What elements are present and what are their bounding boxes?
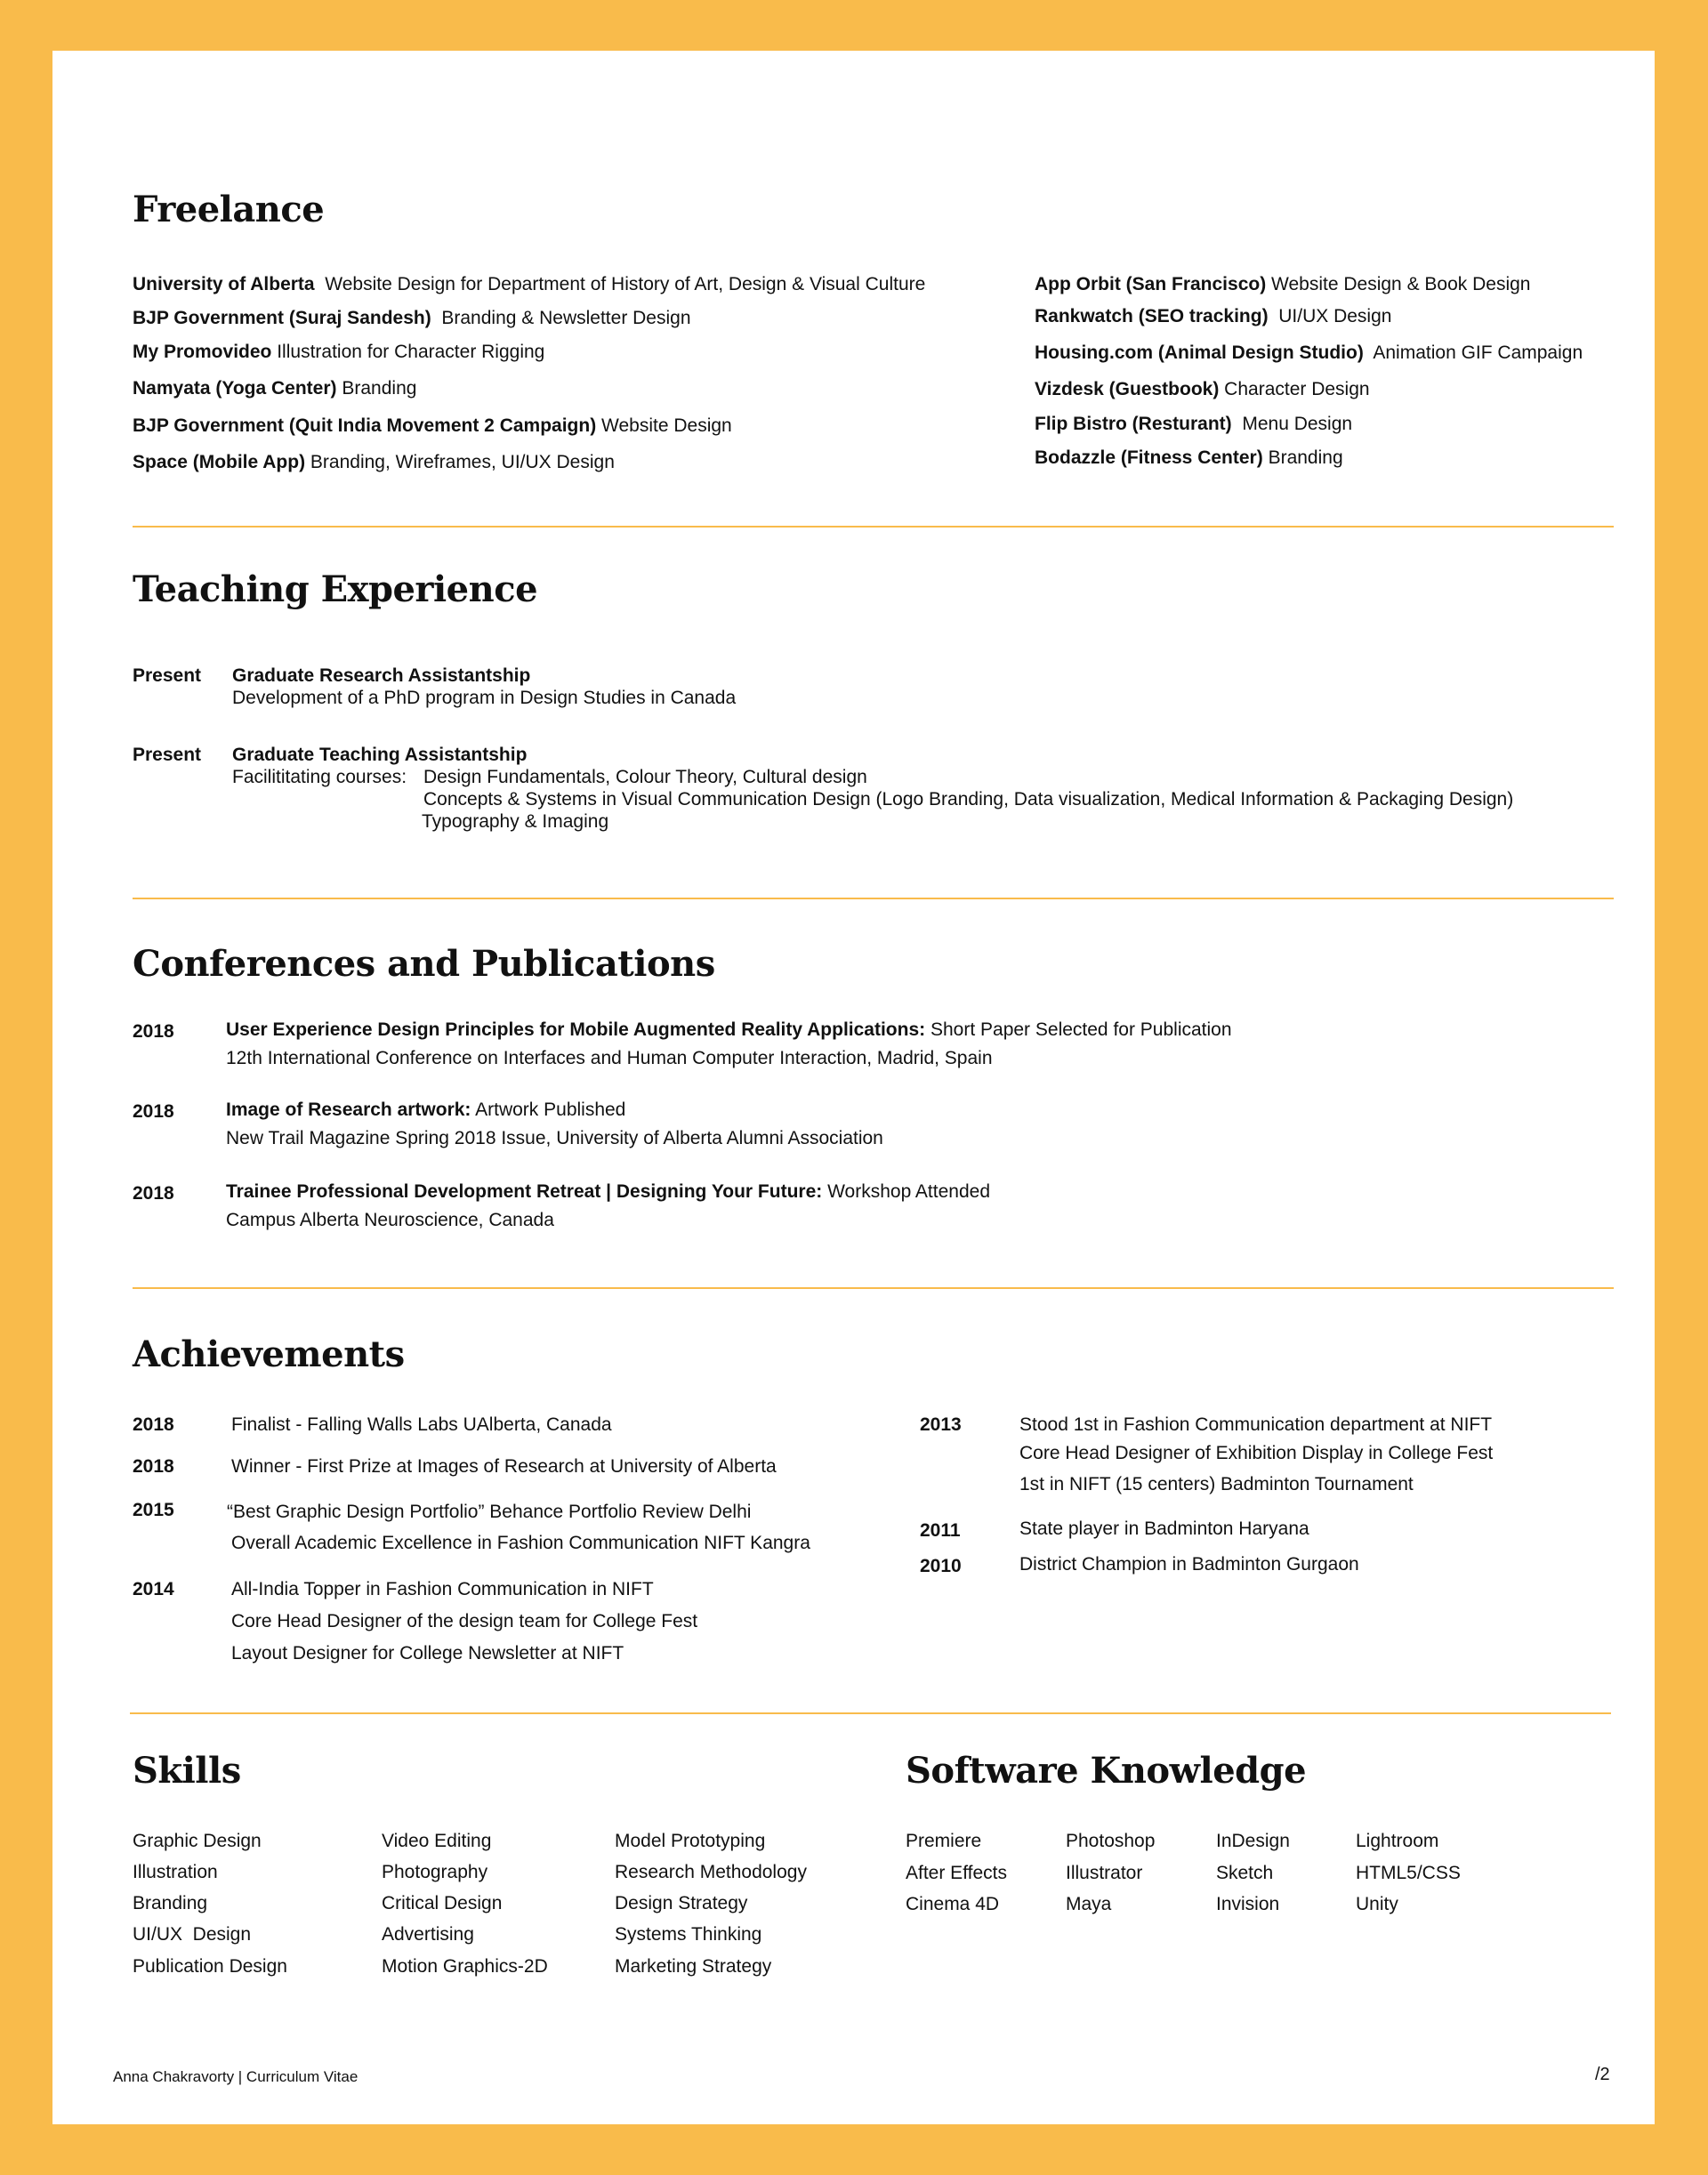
conference-year: 2018 bbox=[133, 1101, 174, 1122]
software-item: Cinema 4D bbox=[906, 1894, 1000, 1914]
achievement-text: District Champion in Badminton Gurgaon bbox=[1019, 1554, 1359, 1575]
software-item: After Effects bbox=[906, 1863, 1007, 1883]
cv-page bbox=[52, 51, 1655, 2124]
freelance-heading: Freelance bbox=[133, 189, 325, 230]
section-divider bbox=[130, 1712, 1611, 1714]
teaching-detail: Development of a PhD program in Design Studies in Canada bbox=[232, 688, 737, 708]
software-item: InDesign bbox=[1216, 1831, 1290, 1851]
conference-detail: 12th International Conference on Interfaces and Human Computer Interaction, Madrid, Spain bbox=[226, 1048, 993, 1068]
skill-item: UI/UX Design bbox=[133, 1924, 252, 1945]
skill-item: Systems Thinking bbox=[615, 1924, 762, 1945]
achievement-text: Finalist - Falling Walls Labs UAlberta, Canada bbox=[231, 1414, 612, 1435]
teaching-prefix: Facilititating courses: bbox=[232, 767, 407, 787]
achievement-year: 2018 bbox=[133, 1414, 174, 1435]
teaching-when: Present bbox=[133, 745, 202, 765]
software-item: Unity bbox=[1356, 1894, 1398, 1914]
software-item: Sketch bbox=[1216, 1863, 1274, 1883]
teaching-course: Typography & Imaging bbox=[422, 811, 609, 832]
section-divider bbox=[133, 526, 1614, 528]
section-divider bbox=[133, 1287, 1614, 1289]
achievement-text: All-India Topper in Fashion Communication in NIFT bbox=[231, 1579, 654, 1599]
freelance-item: App Orbit (San Francisco) Website Design & Book Design bbox=[1035, 274, 1531, 294]
skill-item: Video Editing bbox=[382, 1831, 492, 1851]
skill-item: Critical Design bbox=[382, 1893, 503, 1913]
teaching-course: Concepts & Systems in Visual Communication Design (Logo Branding, Data visualization, Medical Information & Packaging Design) bbox=[423, 789, 1514, 810]
software-item: Photoshop bbox=[1066, 1831, 1156, 1851]
teaching-title: Graduate Teaching Assistantship bbox=[232, 745, 528, 765]
skill-item: Model Prototyping bbox=[615, 1831, 766, 1851]
software-item: HTML5/CSS bbox=[1356, 1863, 1461, 1883]
achievement-year: 2014 bbox=[133, 1579, 174, 1599]
achievement-text: “Best Graphic Design Portfolio” Behance Portfolio Review Delhi bbox=[227, 1502, 752, 1522]
software-heading: Software Knowledge bbox=[906, 1750, 1307, 1792]
freelance-item: Bodazzle (Fitness Center) Branding bbox=[1035, 447, 1343, 468]
skill-item: Illustration bbox=[133, 1862, 218, 1882]
skill-item: Motion Graphics-2D bbox=[382, 1956, 548, 1977]
skill-item: Publication Design bbox=[133, 1956, 287, 1977]
skill-item: Graphic Design bbox=[133, 1831, 262, 1851]
skill-item: Advertising bbox=[382, 1924, 474, 1945]
conference-year: 2018 bbox=[133, 1183, 174, 1204]
teaching-title: Graduate Research Assistantship bbox=[232, 665, 531, 686]
achievement-text: State player in Badminton Haryana bbox=[1019, 1518, 1309, 1539]
achievements-heading: Achievements bbox=[133, 1333, 405, 1375]
achievement-text: 1st in NIFT (15 centers) Badminton Tournament bbox=[1019, 1474, 1414, 1494]
achievement-text: Stood 1st in Fashion Communication department at NIFT bbox=[1019, 1414, 1493, 1435]
conference-detail: New Trail Magazine Spring 2018 Issue, University of Alberta Alumni Association bbox=[226, 1128, 883, 1148]
software-item: Illustrator bbox=[1066, 1863, 1143, 1883]
achievement-text: Layout Designer for College Newsletter at NIFT bbox=[231, 1643, 624, 1663]
section-divider bbox=[133, 898, 1614, 899]
teaching-heading: Teaching Experience bbox=[133, 568, 538, 610]
conference-title: Image of Research artwork: Artwork Published bbox=[226, 1100, 626, 1120]
freelance-item: BJP Government (Quit India Movement 2 Campaign) Website Design bbox=[133, 415, 732, 436]
freelance-item: My Promovideo Illustration for Character Rigging bbox=[133, 342, 545, 362]
skill-item: Branding bbox=[133, 1893, 208, 1913]
software-item: Premiere bbox=[906, 1831, 982, 1851]
achievement-text: Core Head Designer of the design team for College Fest bbox=[231, 1611, 698, 1631]
teaching-when: Present bbox=[133, 665, 202, 686]
achievement-text: Overall Academic Excellence in Fashion Communication NIFT Kangra bbox=[231, 1533, 810, 1553]
freelance-item: University of Alberta Website Design for Department of History of Art, Design & Visual Culture bbox=[133, 274, 926, 294]
skill-item: Design Strategy bbox=[615, 1893, 748, 1913]
conference-year: 2018 bbox=[133, 1021, 174, 1042]
freelance-item: Vizdesk (Guestbook) Character Design bbox=[1035, 379, 1370, 399]
freelance-item: Rankwatch (SEO tracking) UI/UX Design bbox=[1035, 306, 1392, 326]
conference-title: User Experience Design Principles for Mobile Augmented Reality Applications: Short Paper Selected for Publication bbox=[226, 1019, 1232, 1040]
achievement-year: 2013 bbox=[920, 1414, 962, 1435]
freelance-item: Flip Bistro (Resturant) Menu Design bbox=[1035, 414, 1353, 434]
achievement-year: 2010 bbox=[920, 1556, 962, 1576]
skill-item: Photography bbox=[382, 1862, 488, 1882]
skill-item: Research Methodology bbox=[615, 1862, 807, 1882]
achievement-year: 2018 bbox=[133, 1456, 174, 1477]
freelance-item: Namyata (Yoga Center) Branding bbox=[133, 378, 417, 399]
skills-heading: Skills bbox=[133, 1750, 241, 1792]
freelance-item: Housing.com (Animal Design Studio) Animation GIF Campaign bbox=[1035, 342, 1583, 363]
conference-title: Trainee Professional Development Retreat | Designing Your Future: Workshop Attended bbox=[226, 1181, 990, 1202]
page-number: /2 bbox=[1595, 2065, 1610, 2084]
teaching-course: Design Fundamentals, Colour Theory, Cultural design bbox=[423, 767, 867, 787]
skill-item: Marketing Strategy bbox=[615, 1956, 772, 1977]
software-item: Invision bbox=[1216, 1894, 1280, 1914]
freelance-item: Space (Mobile App) Branding, Wireframes, UI/UX Design bbox=[133, 452, 615, 472]
achievement-year: 2011 bbox=[920, 1520, 961, 1541]
achievement-text: Winner - First Prize at Images of Research at University of Alberta bbox=[231, 1456, 777, 1477]
software-item: Lightroom bbox=[1356, 1831, 1439, 1851]
achievement-year: 2015 bbox=[133, 1500, 174, 1520]
conference-detail: Campus Alberta Neuroscience, Canada bbox=[226, 1210, 554, 1230]
achievement-text: Core Head Designer of Exhibition Display in College Fest bbox=[1019, 1443, 1494, 1463]
conferences-heading: Conferences and Publications bbox=[133, 943, 715, 985]
software-item: Maya bbox=[1066, 1894, 1112, 1914]
footer-name: Anna Chakravorty | Curriculum Vitae bbox=[113, 2068, 359, 2085]
freelance-item: BJP Government (Suraj Sandesh) Branding & Newsletter Design bbox=[133, 308, 691, 328]
